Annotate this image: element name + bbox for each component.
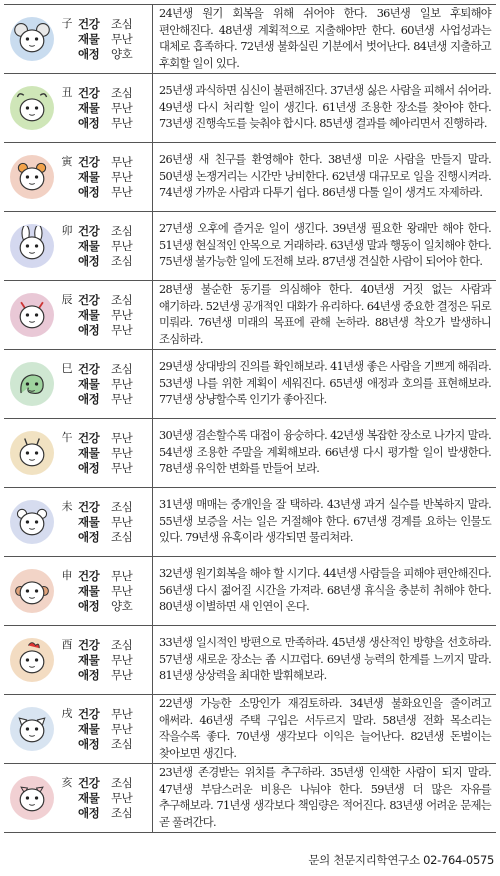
wealth-label: 재물 xyxy=(78,652,100,667)
fortune-ratings xyxy=(78,224,141,269)
wealth-rating: 무난 xyxy=(111,31,133,46)
wealth-label: 재물 xyxy=(78,100,100,115)
health-label: 건강 xyxy=(78,637,100,652)
zodiac-hanja: 申 xyxy=(61,569,73,582)
health-label: 건강 xyxy=(78,16,100,31)
fortune-ratings xyxy=(78,707,141,752)
fortune-ratings xyxy=(78,362,141,407)
love-label: 애정 xyxy=(78,667,100,682)
fortune-text-body: 30년생 겸손할수록 대접이 융숭하다. 42년생 복잡한 장소로 나가지 말라. 54년생 조용한 주말을 계획해보라. 66년생 다시 평가할 일이 발생한다. 78년생 유익한 변화를 만들어 보라. xyxy=(159,429,491,476)
zodiac-row xyxy=(4,488,496,557)
love-rating: 무난 xyxy=(111,667,133,682)
zodiac-hanja: 巳 xyxy=(61,362,73,375)
health-rating: 무난 xyxy=(111,706,133,721)
zodiac-summary xyxy=(4,74,153,142)
fortune-text xyxy=(153,5,496,73)
love-label: 애정 xyxy=(78,322,100,337)
fortune-text xyxy=(153,488,496,556)
health-label: 건강 xyxy=(78,361,100,376)
health-rating: 조심 xyxy=(111,85,133,100)
fortune-text xyxy=(153,143,496,211)
fortune-ratings xyxy=(78,293,141,338)
fortune-text xyxy=(153,626,496,694)
zodiac-summary xyxy=(4,488,153,556)
fortune-text-body: 22년생 가능한 소망인가 재검토하라. 34년생 불화요인을 줄이려고 애써라. 46년생 주택 구입은 서두르지 말라. 58년생 전화 목소리는 작을수록 좋다. 70년생 생각보다 이익은 늘어난다. 82년생 돈벌이는 찾아보면 생긴다. xyxy=(159,697,491,760)
zodiac-row xyxy=(4,74,496,143)
health-rating: 조심 xyxy=(111,775,133,790)
zodiac-hanja: 卯 xyxy=(61,224,73,237)
fortune-ratings xyxy=(78,431,141,476)
fortune-text-body: 26년생 새 친구를 환영해야 한다. 38년생 미운 사람을 만들지 말라. 50년생 논쟁거리는 시간만 낭비한다. 62년생 대규모로 일을 진행시켜라. 74년생 가까운 사람과 다투기 쉽다. 86년생 다툴 일이 생겨도 자제하라. xyxy=(159,153,491,200)
love-rating: 양호 xyxy=(111,46,133,61)
zodiac-row xyxy=(4,212,496,281)
health-rating: 무난 xyxy=(111,568,133,583)
zodiac-hanja: 午 xyxy=(61,431,73,444)
wealth-rating: 무난 xyxy=(111,583,133,598)
wealth-rating: 무난 xyxy=(111,514,133,529)
love-rating: 양호 xyxy=(111,598,133,613)
love-label: 애정 xyxy=(78,805,100,820)
sheep-icon xyxy=(10,500,54,544)
love-label: 애정 xyxy=(78,460,100,475)
dragon-icon xyxy=(10,293,54,337)
fortune-text xyxy=(153,74,496,142)
zodiac-summary xyxy=(4,626,153,694)
zodiac-row xyxy=(4,626,496,695)
love-label: 애정 xyxy=(78,115,100,130)
fortune-ratings xyxy=(78,155,141,200)
horoscope-table xyxy=(4,4,496,833)
fortune-text-body: 32년생 원기회복을 해야 할 시기다. 44년생 사람들을 피해야 편안해진다. 56년생 다시 젊어질 시간을 가져라. 68년생 휴식을 충분히 취해야 한다. 80년생 이별하면 새 인연이 온다. xyxy=(159,567,491,614)
fortune-text-body: 29년생 상대방의 진의를 확인해보라. 41년생 좋은 사람을 기쁘게 해줘라. 53년생 나를 위한 계획이 세워진다. 65년생 애정과 호의를 표현해보라. 77년생 상냥할수록 인기가 좋아진다. xyxy=(159,360,491,407)
wealth-label: 재물 xyxy=(78,514,100,529)
fortune-ratings xyxy=(78,500,141,545)
fortune-ratings xyxy=(78,569,141,614)
love-label: 애정 xyxy=(78,736,100,751)
health-label: 건강 xyxy=(78,568,100,583)
zodiac-row xyxy=(4,143,496,212)
love-rating: 조심 xyxy=(111,529,133,544)
health-rating: 조심 xyxy=(111,637,133,652)
zodiac-summary xyxy=(4,5,153,73)
wealth-label: 재물 xyxy=(78,307,100,322)
health-rating: 조심 xyxy=(111,16,133,31)
fortune-text xyxy=(153,281,496,349)
fortune-text xyxy=(153,695,496,763)
zodiac-hanja: 丑 xyxy=(61,86,73,99)
zodiac-summary xyxy=(4,557,153,625)
love-rating: 무난 xyxy=(111,115,133,130)
fortune-text xyxy=(153,350,496,418)
fortune-ratings xyxy=(78,638,141,683)
love-rating: 조심 xyxy=(111,736,133,751)
love-rating: 무난 xyxy=(111,391,133,406)
zodiac-summary xyxy=(4,764,153,832)
wealth-label: 재물 xyxy=(78,721,100,736)
wealth-label: 재물 xyxy=(78,31,100,46)
zodiac-hanja: 辰 xyxy=(61,293,73,306)
health-label: 건강 xyxy=(78,430,100,445)
health-label: 건강 xyxy=(78,706,100,721)
zodiac-summary xyxy=(4,419,153,487)
health-rating: 조심 xyxy=(111,292,133,307)
health-label: 건강 xyxy=(78,499,100,514)
fortune-text xyxy=(153,557,496,625)
love-rating: 무난 xyxy=(111,184,133,199)
zodiac-hanja: 未 xyxy=(61,500,73,513)
fortune-text-body: 31년생 매매는 중개인을 잘 택하라. 43년생 과거 실수를 반복하지 말라. 55년생 보증을 서는 일은 거절해야 한다. 67년생 경계를 요하는 인물도 있다. 79년생 유혹이라 생각되면 물리쳐라. xyxy=(159,498,491,545)
health-label: 건강 xyxy=(78,292,100,307)
zodiac-row xyxy=(4,557,496,626)
fortune-text-body: 27년생 오후에 즐거운 일이 생긴다. 39년생 필요한 왕래만 해야 한다. 51년생 현실적인 안목으로 거래하라. 63년생 말과 행동이 일치해야 한다. 75년생 불가능한 일에 도전해 보라. 87년생 견실한 사람이 되어야 한다. xyxy=(159,222,491,269)
wealth-label: 재물 xyxy=(78,445,100,460)
love-label: 애정 xyxy=(78,529,100,544)
contact-footer: 문의 천문지리학연구소 02-764-0575 xyxy=(308,853,494,867)
fortune-text xyxy=(153,212,496,280)
wealth-rating: 무난 xyxy=(111,652,133,667)
health-label: 건강 xyxy=(78,223,100,238)
wealth-label: 재물 xyxy=(78,238,100,253)
zodiac-row xyxy=(4,764,496,833)
love-label: 애정 xyxy=(78,184,100,199)
fortune-text-body: 23년생 존경받는 위치를 추구하라. 35년생 인색한 사람이 되지 말라. 47년생 부담스러운 비용은 나눠야 한다. 59년생 더 많은 자유를 추구해보라. 71년생 생각보다 책임량은 적어진다. 83년생 어려운 문제는 곧 풀려간다. xyxy=(159,766,491,829)
zodiac-row xyxy=(4,4,496,74)
love-label: 애정 xyxy=(78,46,100,61)
wealth-rating: 무난 xyxy=(111,100,133,115)
love-rating: 무난 xyxy=(111,322,133,337)
horse-icon xyxy=(10,431,54,475)
fortune-text xyxy=(153,419,496,487)
fortune-text xyxy=(153,764,496,832)
love-label: 애정 xyxy=(78,598,100,613)
zodiac-hanja: 子 xyxy=(61,17,73,30)
health-label: 건강 xyxy=(78,154,100,169)
wealth-rating: 무난 xyxy=(111,169,133,184)
snake-icon xyxy=(10,362,54,406)
love-label: 애정 xyxy=(78,391,100,406)
health-rating: 조심 xyxy=(111,223,133,238)
fortune-text-body: 33년생 일시적인 방편으로 만족하라. 45년생 생산적인 방향을 선호하라. 57년생 새로운 장소는 좀 시끄럽다. 69년생 능력의 한계를 느끼지 말라. 81년생 상상력을 최대한 발휘해보라. xyxy=(159,636,491,683)
health-label: 건강 xyxy=(78,85,100,100)
love-rating: 무난 xyxy=(111,460,133,475)
wealth-rating: 무난 xyxy=(111,238,133,253)
zodiac-hanja: 酉 xyxy=(61,638,73,651)
ox-icon xyxy=(10,86,54,130)
health-rating: 조심 xyxy=(111,361,133,376)
monkey-icon xyxy=(10,569,54,613)
rat-icon xyxy=(10,17,54,61)
wealth-label: 재물 xyxy=(78,376,100,391)
zodiac-hanja: 亥 xyxy=(61,776,73,789)
fortune-text-body: 28년생 불순한 동기를 의심해야 한다. 40년생 거짓 없는 사람과 얘기하라. 52년생 공개적인 대화가 유리하다. 64년생 중요한 결정은 뒤로 미뤄라. 76년생 미래의 목표에 관해 논하라. 88년생 착오가 발생하니 조심하라. xyxy=(159,283,491,346)
fortune-ratings xyxy=(78,86,141,131)
wealth-label: 재물 xyxy=(78,790,100,805)
tiger-icon xyxy=(10,155,54,199)
fortune-ratings xyxy=(78,776,141,821)
fortune-ratings xyxy=(78,17,141,62)
fortune-text-body: 24년생 원기 회복을 위해 쉬어야 한다. 36년생 일보 후퇴해야 편안해진다. 48년생 계획적으로 지출해야만 한다. 60년생 사업성과는 대체로 흡족하다. 72년생 불화실린 기분에서 벗어난다. 84년생 지출하고 후회할 일이 있다. xyxy=(159,7,491,70)
health-rating: 조심 xyxy=(111,499,133,514)
wealth-rating: 무난 xyxy=(111,721,133,736)
zodiac-summary xyxy=(4,281,153,349)
wealth-rating: 무난 xyxy=(111,307,133,322)
rabbit-icon xyxy=(10,224,54,268)
zodiac-hanja: 寅 xyxy=(61,155,73,168)
zodiac-row xyxy=(4,695,496,764)
pig-icon xyxy=(10,776,54,820)
rooster-icon xyxy=(10,638,54,682)
zodiac-hanja: 戌 xyxy=(61,707,73,720)
zodiac-row xyxy=(4,419,496,488)
dog-icon xyxy=(10,707,54,751)
love-rating: 조심 xyxy=(111,805,133,820)
wealth-label: 재물 xyxy=(78,583,100,598)
zodiac-summary xyxy=(4,695,153,763)
zodiac-summary xyxy=(4,143,153,211)
wealth-label: 재물 xyxy=(78,169,100,184)
fortune-text-body: 25년생 과식하면 심신이 불편해진다. 37년생 싫은 사람을 피해서 쉬어라. 49년생 다시 처리할 일이 생긴다. 61년생 조용한 장소를 찾아야 한다. 73년생 진행속도를 늦춰야 합시다. 85년생 결과를 헤아리면서 진행하라. xyxy=(159,84,491,131)
wealth-rating: 무난 xyxy=(111,790,133,805)
love-rating: 조심 xyxy=(111,253,133,268)
wealth-rating: 무난 xyxy=(111,376,133,391)
health-label: 건강 xyxy=(78,775,100,790)
zodiac-row xyxy=(4,350,496,419)
zodiac-summary xyxy=(4,212,153,280)
health-rating: 무난 xyxy=(111,154,133,169)
health-rating: 무난 xyxy=(111,430,133,445)
love-label: 애정 xyxy=(78,253,100,268)
zodiac-row xyxy=(4,281,496,350)
zodiac-summary xyxy=(4,350,153,418)
wealth-rating: 무난 xyxy=(111,445,133,460)
